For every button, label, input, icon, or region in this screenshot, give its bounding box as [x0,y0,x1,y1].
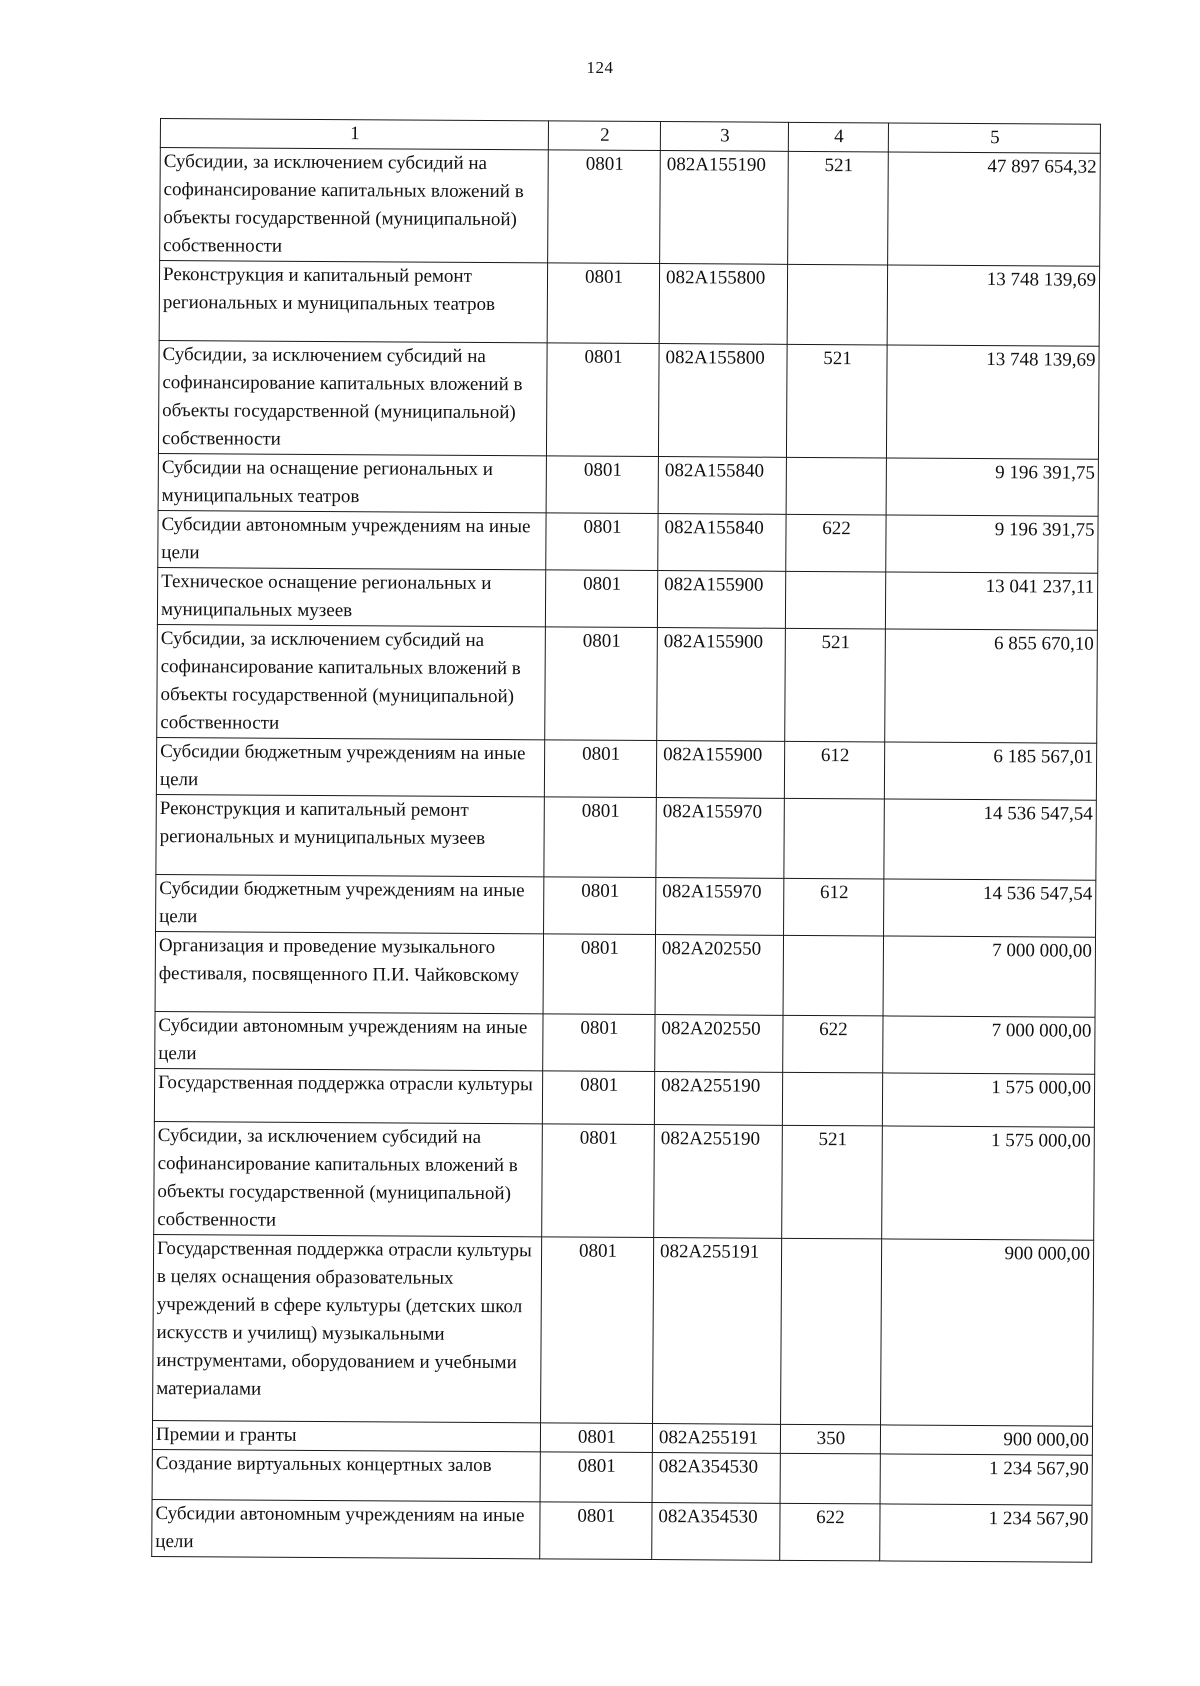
header-col-amount: 5 [888,123,1100,153]
row-expense-type-cell: 521 [785,628,886,742]
row-amount-cell: 9 196 391,75 [886,515,1098,573]
row-name-cell: Субсидии, за исключением субсидий на софинансирование капитальных вложений в объекты государственной (муниципальной) собственности [158,340,547,455]
row-target-code-cell: 082A155900 [656,741,784,799]
row-target-code-cell: 082A255190 [654,1072,782,1126]
table-row [153,1234,1094,1426]
table-row [160,148,1101,267]
row-expense-type-cell: 521 [786,344,887,458]
row-amount-cell: 14 536 547,54 [884,799,1096,880]
row-section-cell: 0801 [540,1452,652,1503]
row-expense-type-cell: 612 [784,878,884,936]
row-name-cell: Субсидии бюджетным учреждениям на иные цели [156,737,544,796]
row-name-cell: Субсидии автономным учреждениям на иные цели [152,1499,540,1558]
row-expense-type-cell [786,457,886,515]
row-name-cell: Субсидии, за исключением субсидий на софинансирование капитальных вложений в объекты государственной (муниципальной) собственности [160,148,549,263]
row-section-cell: 0801 [543,1014,655,1072]
row-name-cell: Субсидии автономным учреждениям на иные цели [158,510,546,569]
row-amount-cell: 1 575 000,00 [882,1126,1095,1240]
row-expense-type-cell [785,571,885,629]
table-body [152,148,1101,1563]
row-section-cell: 0801 [546,513,658,571]
row-target-code-cell: 082A155900 [657,628,786,742]
row-amount-cell: 900 000,00 [880,1425,1092,1455]
row-amount-cell: 1 575 000,00 [882,1073,1094,1127]
row-name-cell: Премии и гранты [152,1420,540,1451]
table-row [157,624,1098,743]
row-expense-type-cell: 622 [780,1503,880,1561]
row-target-code-cell: 082A202550 [655,1015,783,1073]
row-amount-cell: 7 000 000,00 [883,1016,1095,1074]
row-expense-type-cell: 612 [784,741,884,799]
header-col-section: 2 [548,121,660,151]
table-row [158,340,1099,459]
row-expense-type-cell: 521 [782,1125,883,1239]
row-amount-cell: 9 196 391,75 [886,458,1098,516]
table-row [156,737,1096,800]
row-name-cell: Субсидии, за исключением субсидий на софинансирование капитальных вложений в объекты государственной (муниципальной) собственности [154,1121,543,1236]
row-amount-cell: 13 748 139,69 [887,265,1099,346]
row-name-cell: Создание виртуальных концертных залов [152,1449,540,1501]
row-name-cell: Государственная поддержка отрасли культуры в целях оснащения образовательных учреждений в сфере культуры (детских школ искусств и училищ) музыкальными инструментами, оборудованием и учебными материалами [153,1234,542,1422]
row-section-cell: 0801 [541,1237,654,1424]
row-name-cell: Реконструкция и капитальный ремонт региональных и муниципальных музеев [156,794,544,876]
row-section-cell: 0801 [545,570,657,628]
row-amount-cell: 1 234 567,90 [880,1504,1092,1562]
row-target-code-cell: 082A155900 [657,571,785,629]
row-target-code-cell: 082A255191 [652,1424,780,1454]
row-section-cell: 0801 [546,456,658,514]
table-row [159,261,1099,347]
budget-table [151,118,1101,1563]
row-name-cell: Техническое оснащение региональных и муниципальных музеев [157,567,545,626]
row-section-cell: 0801 [545,627,658,741]
row-name-cell: Субсидии на оснащение региональных и муниципальных театров [158,453,546,512]
row-target-code-cell: 082A155840 [658,514,786,572]
row-amount-cell: 13 041 237,11 [885,572,1097,630]
row-expense-type-cell [782,1072,882,1126]
row-target-code-cell: 082A155190 [660,151,789,265]
row-expense-type-cell [784,798,884,879]
row-expense-type-cell: 622 [783,1015,883,1073]
header-col-target: 3 [660,122,788,152]
table-row [154,1121,1095,1240]
row-name-cell: Субсидии автономным учреждениям на иные цели [155,1011,543,1070]
row-expense-type-cell [787,264,887,345]
table-row [158,510,1098,573]
row-target-code-cell: 082A155970 [656,798,784,879]
row-amount-cell: 1 234 567,90 [880,1454,1092,1505]
row-amount-cell: 13 748 139,69 [886,345,1099,459]
row-target-code-cell: 082A354530 [652,1503,780,1561]
page-number: 124 [586,58,614,77]
row-section-cell: 0801 [544,797,656,878]
header-col-type: 4 [788,122,888,152]
row-target-code-cell: 082A255190 [654,1125,783,1239]
row-target-code-cell: 082A155800 [658,344,787,458]
row-target-code-cell: 082A155970 [656,878,784,936]
table-row [152,1499,1092,1562]
row-target-code-cell: 082A354530 [652,1453,780,1504]
row-amount-cell: 900 000,00 [881,1239,1094,1426]
row-target-code-cell: 082A155840 [658,457,786,515]
row-section-cell: 0801 [542,1071,654,1125]
row-amount-cell: 6 185 567,01 [884,742,1096,800]
table-row [155,931,1095,1017]
table-row [156,794,1096,880]
row-section-cell: 0801 [544,740,656,798]
table-row [152,1449,1092,1505]
row-expense-type-cell: 622 [786,514,886,572]
row-name-cell: Субсидии бюджетным учреждениям на иные цели [156,874,544,933]
row-amount-cell: 7 000 000,00 [883,936,1095,1017]
row-name-cell: Реконструкция и капитальный ремонт региональных и муниципальных театров [159,261,547,343]
header-col-name: 1 [160,119,548,150]
row-section-cell: 0801 [540,1502,652,1560]
row-target-code-cell: 082A255191 [653,1238,782,1425]
row-section-cell: 0801 [540,1423,652,1453]
row-expense-type-cell [781,1238,882,1425]
row-target-code-cell: 082A155800 [659,264,787,345]
row-section-cell: 0801 [548,150,661,264]
row-section-cell: 0801 [543,934,655,1015]
row-amount-cell: 14 536 547,54 [884,879,1096,937]
table-row [155,1011,1095,1074]
table-row [154,1068,1094,1127]
table-row [156,874,1096,937]
table-row [157,567,1097,630]
row-name-cell: Организация и проведение музыкального фестиваля, посвященного П.И. Чайковскому [155,931,543,1013]
row-expense-type-cell: 521 [788,151,889,265]
row-amount-cell: 6 855 670,10 [885,629,1098,743]
row-expense-type-cell [780,1453,880,1504]
row-section-cell: 0801 [544,877,656,935]
row-section-cell: 0801 [542,1124,655,1238]
row-target-code-cell: 082A202550 [655,935,783,1016]
row-name-cell: Государственная поддержка отрасли культуры [154,1068,542,1123]
row-amount-cell: 47 897 654,32 [888,152,1101,266]
row-name-cell: Субсидии, за исключением субсидий на софинансирование капитальных вложений в объекты государственной (муниципальной) собственности [157,624,546,739]
row-section-cell: 0801 [546,343,659,457]
row-section-cell: 0801 [547,263,659,344]
table-row [158,453,1098,516]
row-expense-type-cell: 350 [780,1424,880,1454]
row-expense-type-cell [783,935,883,1016]
